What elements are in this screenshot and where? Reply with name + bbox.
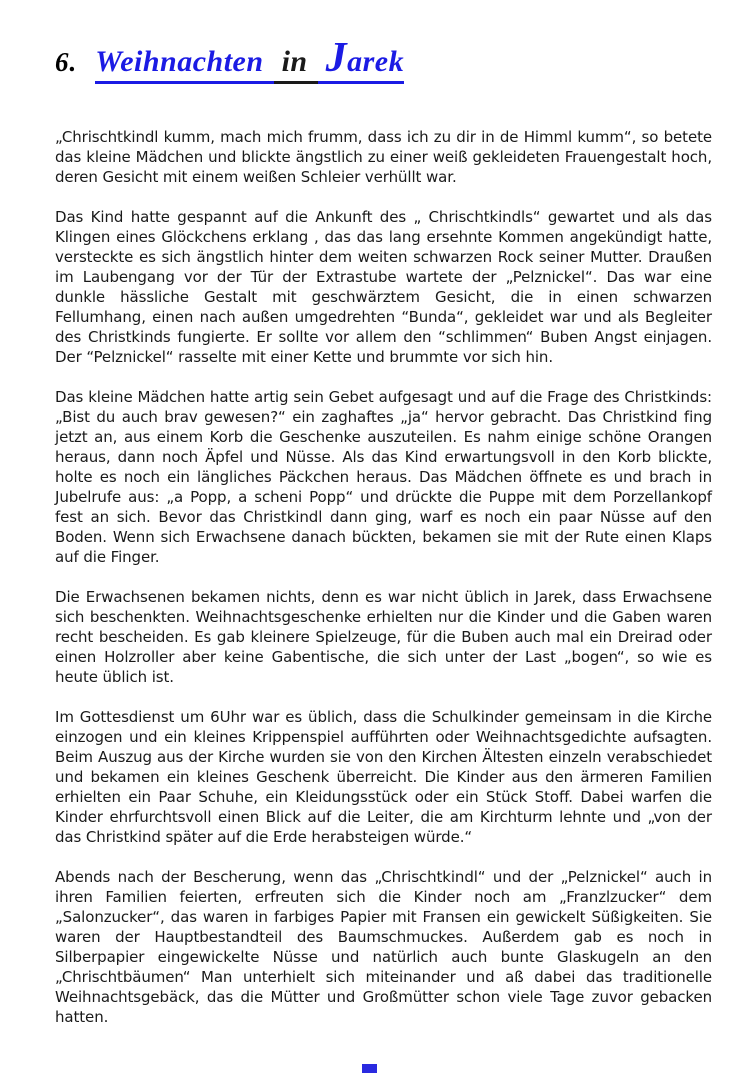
paragraph-prayer: „Chrischtkindl kumm, mach mich frumm, dass ich zu dir in de Himml kumm“, so betete das kleine Mädchen und blickte ängstlich zu einer weiß gekleideten Frauengestalt hoch, deren Gesicht mit einem weißen Schleier verhüllt war. <box>55 128 712 186</box>
title-word-jarek <box>318 35 405 84</box>
title-word-jarek-initial: J <box>325 35 348 81</box>
paragraph-adults: Die Erwachsenen bekamen nichts, denn es war nicht üblich in Jarek, dass Erwachsene sich beschenkten. Weihnachtsgeschenke erhielten nur die Kinder und die Gaben waren recht bescheiden. Es gab kleinere Spielzeuge, für die Buben auch mal ein Dreirad oder einen Holzroller aber keine Gabentische, die sich unter der Last „bogen“, so wie es heute üblich ist. <box>55 588 712 686</box>
title-word-jarek-rest: arek <box>347 45 405 78</box>
section-number: 6. <box>55 47 78 77</box>
paragraph-church: Im Gottesdienst um 6Uhr war es üblich, dass die Schulkinder gemeinsam in die Kirche einzogen und ein kleines Krippenspiel aufführten oder Weihnachtsgedichte aufsagten. Beim Auszug aus der Kirche wurden sie von den Kirchen Ältesten einzeln verabschiedet und bekamen ein kleines Geschenk überreicht. Die Kinder aus den ärmeren Familien erhielten ein Paar Schuhe, ein Kleidungsstück oder ein Stück Stoff. Dabei warfen die Kinder ehrfurchtsvoll einen Blick auf die Leiter, die am Kirchturm lehnte und „von der das Christkind später auf die Erde herabsteigen würde.“ <box>55 708 712 846</box>
paragraph-pelznickel: Das Kind hatte gespannt auf die Ankunft des „ Chrischtkindls“ gewartet und als das Klingen eines Glöckchens erklang , das das lang ersehnte Kommen angekündigt hatte, versteckte es sich ängstlich hinter dem weiten schwarzen Rock seiner Mutter. Draußen im Laubengang vor der Tür der Extrastube wartete der „Pelznickel“. Das war eine dunkle hässliche Gestalt mit geschwärztem Gesicht, die in einen schwarzen Fellumhang, einen nach außen umgedrehten “Bunda“, gekleidet war und als Begleiter des Christkinds fungierte. Er sollte vor allem den “schlimmen“ Buben Angst einjagen. Der “Pelznickel“ rasselte mit einer Kette und brummte vor sich hin. <box>55 208 712 366</box>
document-body <box>55 127 712 1027</box>
footer-cutoff-mark <box>362 1064 377 1073</box>
page-title <box>55 35 712 81</box>
title-word-weihnachten: Weihnachten <box>95 45 273 84</box>
title-word-in: in <box>274 45 318 84</box>
paragraph-evening: Abends nach der Bescherung, wenn das „Chrischtkindl“ und der „Pelznickel“ auch in ihren Familien feierten, erfreuten sich die Kinder noch am „Franzlzucker“ dem „Salonzucker“, das waren in farbiges Papier mit Fransen ein gewickelt Süßigkeiten. Sie waren der Hauptbestandteil des Baumschmuckes. Außerdem gab es noch in Silberpapier eingewickelte Nüsse und natürlich auch bunte Glaskugeln an den „Chrischtbäumen“ Man unterhielt sich miteinander und aß dabei das traditionelle Weihnachtsgebäck, das die Mütter und Großmütter schon viele Tage zuvor gebacken hatten. <box>55 868 712 1026</box>
paragraph-gifts: Das kleine Mädchen hatte artig sein Gebet aufgesagt und auf die Frage des Christkinds: „Bist du auch brav gewesen?“ ein zaghaftes „ja“ hervor gebracht. Das Christkind fing jetzt an, aus einem Korb die Geschenke auszuteilen. Es nahm einige schöne Orangen heraus, dann noch Äpfel und Nüsse. Als das Kind erwartungsvoll in den Korb blickte, holte es noch ein längliches Päckchen heraus. Das Mädchen öffnete es und brach in Jubelrufe aus: „a Popp, a scheni Popp“ und drückte die Puppe mit dem Porzellankopf fest an sich. Bevor das Christkindl dann ging, warf es noch ein paar Nüsse auf den Boden. Wenn sich Erwachsene danach bückten, bekamen sie mit der Rute einen Klaps auf die Finger. <box>55 388 712 566</box>
